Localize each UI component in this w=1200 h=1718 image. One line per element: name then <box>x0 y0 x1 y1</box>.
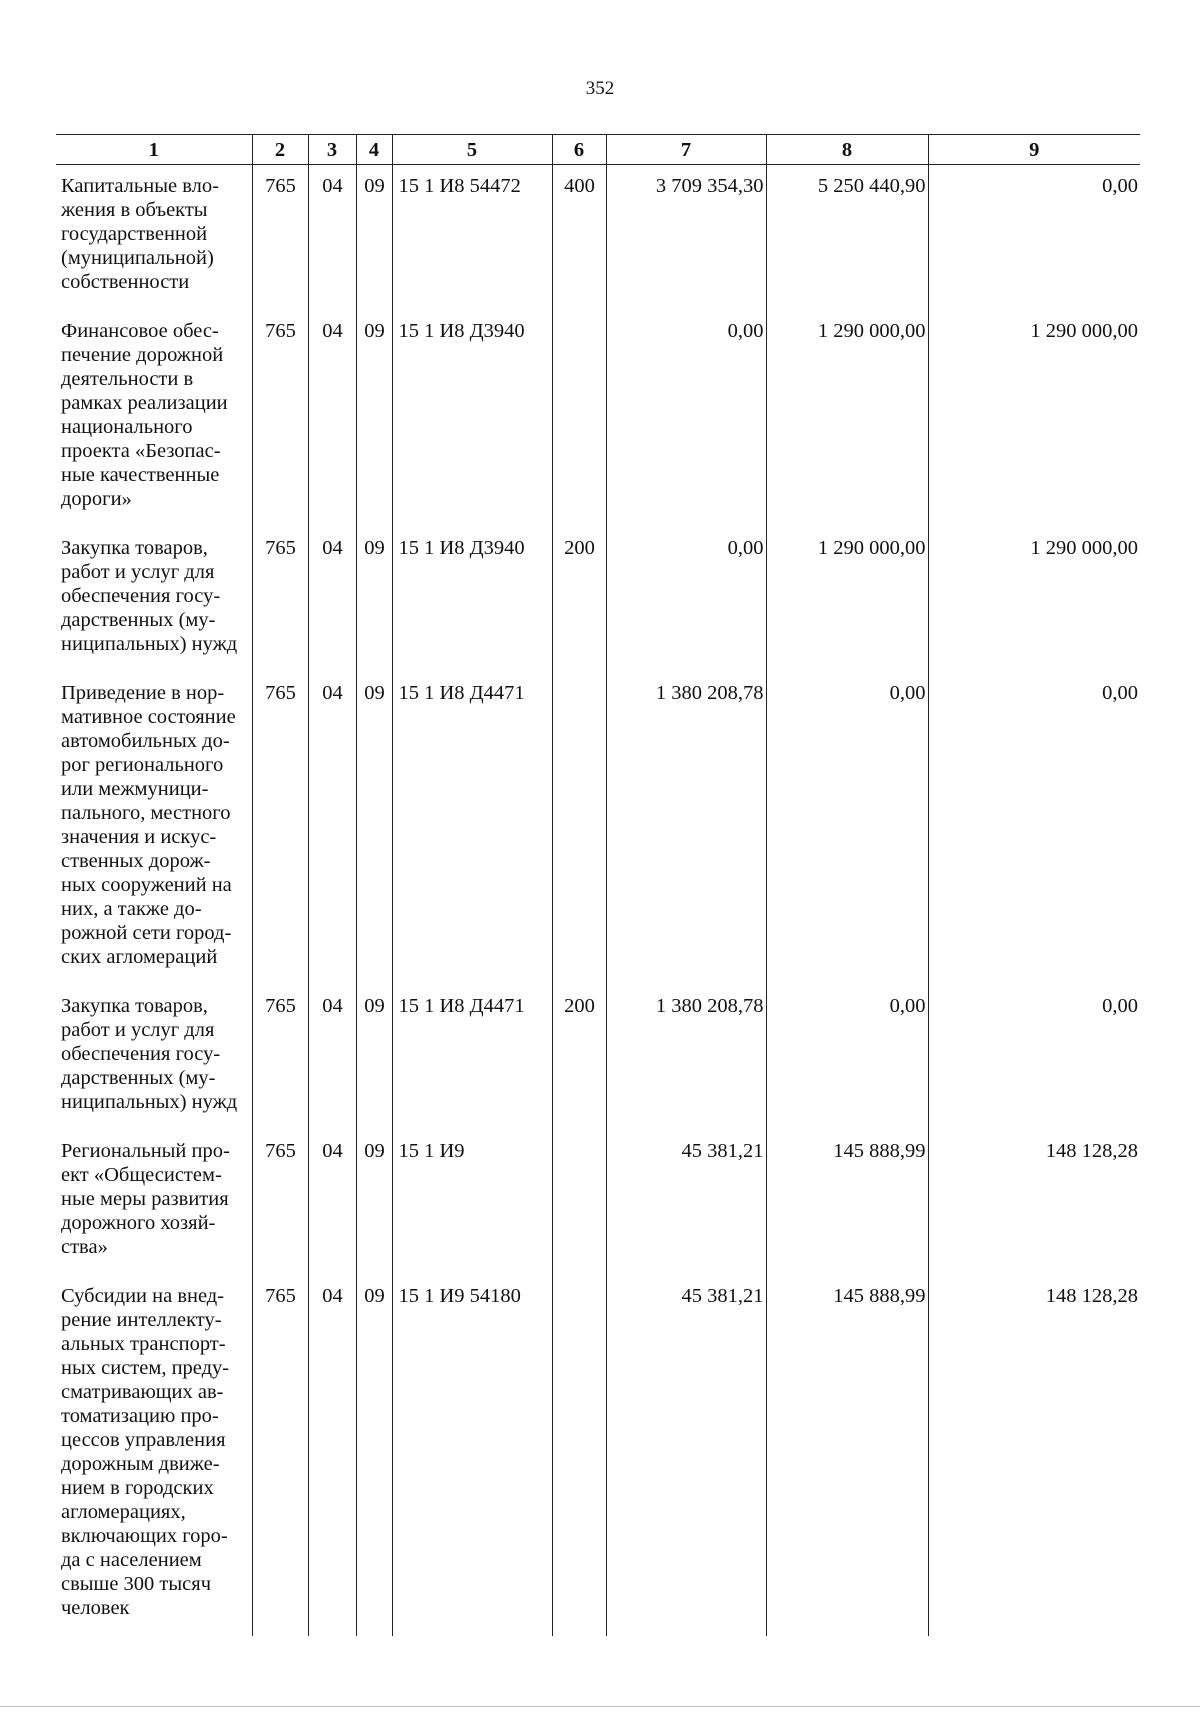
expense-type-cell <box>552 1130 606 1275</box>
amount-col9-cell: 148 128,28 <box>928 1130 1140 1275</box>
header-col-8: 8 <box>766 135 928 165</box>
row-name-cell: Приведение в нор- мативное состояние автомобильных до- рог регионального или межмуници- пального, местного значения и искус- ственных дорож- ных сооружений на них, а также до- рожной сети город- ских агломераций <box>61 682 236 968</box>
table-row <box>56 1275 1140 1636</box>
section-code-cell: 04 <box>308 165 356 311</box>
amount-col7-cell: 0,00 <box>606 310 766 527</box>
chapter-code-cell: 765 <box>252 1275 308 1636</box>
row-name-cell: Закупка товаров, работ и услуг для обеспечения госу- дарственных (му- ниципальных) нужд <box>61 537 238 655</box>
amount-col9-cell: 0,00 <box>928 672 1140 985</box>
expense-type-cell <box>552 310 606 527</box>
table-row <box>56 165 1140 311</box>
table-row <box>56 310 1140 527</box>
chapter-code-cell: 765 <box>252 527 308 672</box>
row-name-cell: Закупка товаров, работ и услуг для обеспечения госу- дарственных (му- ниципальных) нужд <box>61 995 238 1113</box>
subsection-code-cell: 09 <box>356 527 392 672</box>
amount-col9-cell: 1 290 000,00 <box>928 527 1140 672</box>
subsection-code-cell: 09 <box>356 310 392 527</box>
header-col-2: 2 <box>252 135 308 165</box>
chapter-code-cell: 765 <box>252 1130 308 1275</box>
section-code-cell: 04 <box>308 527 356 672</box>
target-article-cell: 15 1 И8 54472 <box>392 165 552 311</box>
subsection-code-cell: 09 <box>356 985 392 1130</box>
target-article-cell: 15 1 И9 54180 <box>392 1275 552 1636</box>
subsection-code-cell: 09 <box>356 1275 392 1636</box>
table-row <box>56 672 1140 985</box>
table-row <box>56 527 1140 672</box>
amount-col9-cell: 0,00 <box>928 985 1140 1130</box>
header-col-9: 9 <box>928 135 1140 165</box>
row-name-cell: Капитальные вло- жения в объекты государственной (муниципальной) собственности <box>61 175 219 293</box>
amount-col8-cell: 1 290 000,00 <box>766 527 928 672</box>
section-code-cell: 04 <box>308 985 356 1130</box>
amount-col8-cell: 145 888,99 <box>766 1275 928 1636</box>
table-row <box>56 1130 1140 1275</box>
amount-col7-cell: 0,00 <box>606 527 766 672</box>
section-code-cell: 04 <box>308 310 356 527</box>
expense-type-cell: 200 <box>552 527 606 672</box>
header-col-1: 1 <box>56 135 252 165</box>
expense-type-cell <box>552 672 606 985</box>
amount-col9-cell: 148 128,28 <box>928 1275 1140 1636</box>
amount-col8-cell: 5 250 440,90 <box>766 165 928 311</box>
header-col-7: 7 <box>606 135 766 165</box>
target-article-cell: 15 1 И8 Д4471 <box>392 985 552 1130</box>
chapter-code-cell: 765 <box>252 985 308 1130</box>
subsection-code-cell: 09 <box>356 165 392 311</box>
amount-col7-cell: 1 380 208,78 <box>606 985 766 1130</box>
header-col-3: 3 <box>308 135 356 165</box>
target-article-cell: 15 1 И8 Д4471 <box>392 672 552 985</box>
expense-type-cell <box>552 1275 606 1636</box>
expense-type-cell: 400 <box>552 165 606 311</box>
header-col-5: 5 <box>392 135 552 165</box>
header-col-6: 6 <box>552 135 606 165</box>
table-body <box>56 165 1140 1637</box>
target-article-cell: 15 1 И9 <box>392 1130 552 1275</box>
amount-col7-cell: 3 709 354,30 <box>606 165 766 311</box>
target-article-cell: 15 1 И8 Д3940 <box>392 310 552 527</box>
amount-col7-cell: 45 381,21 <box>606 1130 766 1275</box>
amount-col9-cell: 1 290 000,00 <box>928 310 1140 527</box>
section-code-cell: 04 <box>308 672 356 985</box>
budget-table-container <box>56 134 1140 1636</box>
subsection-code-cell: 09 <box>356 1130 392 1275</box>
subsection-code-cell: 09 <box>356 672 392 985</box>
amount-col9-cell: 0,00 <box>928 165 1140 311</box>
expense-type-cell: 200 <box>552 985 606 1130</box>
bottom-divider <box>0 1706 1200 1707</box>
header-col-4: 4 <box>356 135 392 165</box>
chapter-code-cell: 765 <box>252 310 308 527</box>
amount-col8-cell: 145 888,99 <box>766 1130 928 1275</box>
row-name-cell: Субсидии на внед- рение интеллекту- альных транспорт- ных систем, преду- сматривающих ав- томатизацию про- цессов управления дорожным движе- нием в городских агломерациях, включающих горо- да с населением свыше 300 тысяч человек <box>61 1285 230 1619</box>
chapter-code-cell: 765 <box>252 165 308 311</box>
budget-table <box>56 134 1140 1636</box>
amount-col8-cell: 0,00 <box>766 672 928 985</box>
page-number: 352 <box>585 78 615 99</box>
amount-col7-cell: 1 380 208,78 <box>606 672 766 985</box>
target-article-cell: 15 1 И8 Д3940 <box>392 527 552 672</box>
amount-col8-cell: 1 290 000,00 <box>766 310 928 527</box>
amount-col7-cell: 45 381,21 <box>606 1275 766 1636</box>
row-name-cell: Финансовое обес- печение дорожной деятельности в рамках реализации национального проекта «Безопас- ные качественные дороги» <box>61 320 228 510</box>
table-row <box>56 985 1140 1130</box>
amount-col8-cell: 0,00 <box>766 985 928 1130</box>
section-code-cell: 04 <box>308 1275 356 1636</box>
table-header-row <box>56 135 1140 165</box>
row-name-cell: Региональный про- ект «Общесистем- ные меры развития дорожного хозяй- ства» <box>61 1140 230 1258</box>
chapter-code-cell: 765 <box>252 672 308 985</box>
section-code-cell: 04 <box>308 1130 356 1275</box>
